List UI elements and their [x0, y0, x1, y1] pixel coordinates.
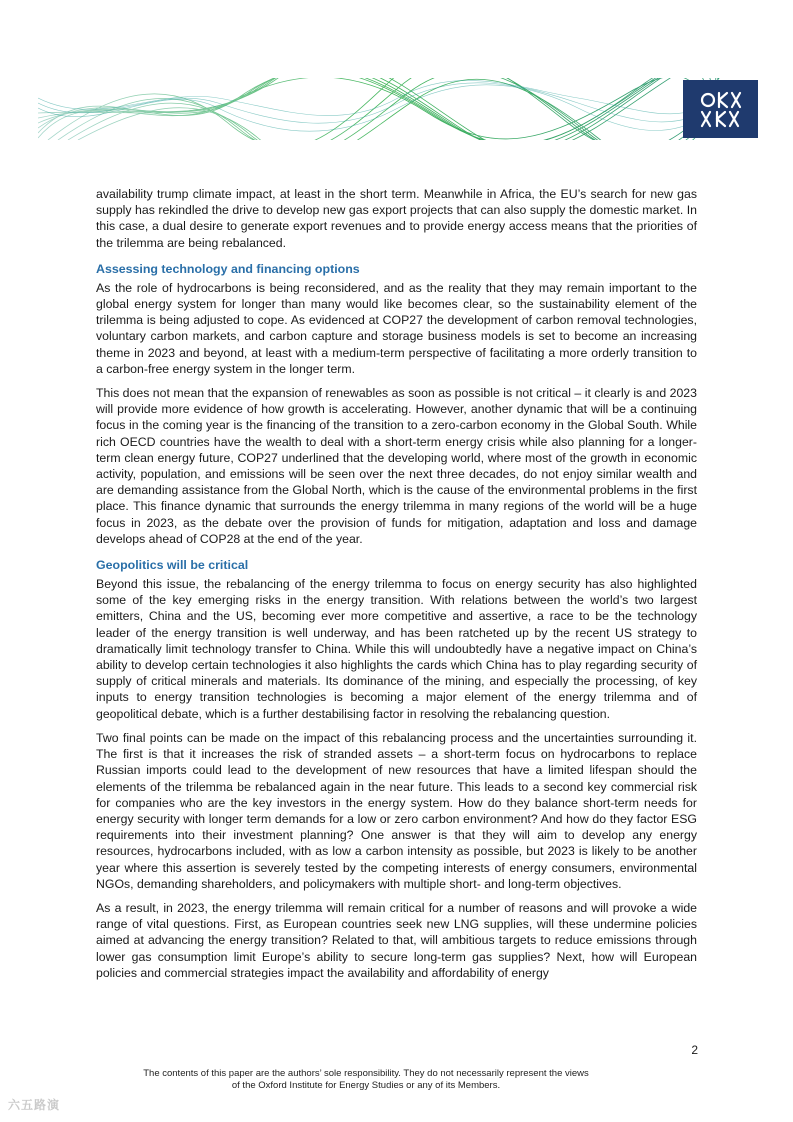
paragraph: This does not mean that the expansion of renewables as soon as possible is not critical – it clearly is and 2023 will provide more evidence of how growth is accelerating. However, another dynamic that will be a continuing focus in the coming year is the financing of the transition to a zero-carbon economy in the Global South. While rich OECD countries have the wealth to deal with a short-term energy crisis while also planning for a longer-term clean energy future, COP27 underlined that the developing world, where most of the growth in economic activity, population, and emissions will be seen over the next three decades, do not enjoy similar wealth and are demanding assistance from the Global North, which is the cause of the environmental problems in the first place. This finance dynamic that surrounds the energy trilemma in many regions of the world will be a huge focus in 2023, as the debate over the provision of funds for mitigation, adaptation and loss and damage develops ahead of COP28 at the end of the year. [96, 386, 697, 546]
page-number: 2 [691, 1043, 698, 1057]
paragraph: availability trump climate impact, at least in the short term. Meanwhile in Africa, the EU’s search for new gas supply has rekindled the drive to develop new gas export projects that can also supply the domestic market. In this case, a dual desire to generate export revenues and to provide energy access means that the priorities of the trilemma are being rebalanced. [96, 187, 697, 250]
footer-line: The contents of this paper are the authors’ sole responsibility. They do not necessarily represent the views [143, 1068, 589, 1079]
paragraph: As the role of hydrocarbons is being reconsidered, and as the reality that they may remain important to the global energy system for longer than many would like becomes clear, so the sustainability element of the trilemma is being adjusted to cope. As evidenced at COP27 the development of carbon removal technologies, voluntary carbon markets, and carbon capture and storage business models is set to become an increasing theme in 2023 and beyond, at least with a medium-term perspective of facilitating a more orderly transition to a carbon-free energy system in the longer term. [96, 280, 697, 376]
oxford-institute-logo [683, 80, 758, 138]
watermark: 六五路演 [8, 1098, 61, 1112]
footer-disclaimer [96, 1068, 636, 1092]
footer-line: of the Oxford Institute for Energy Studies or any of its Members. [231, 1080, 501, 1091]
paragraph: Beyond this issue, the rebalancing of the energy trilemma to focus on energy security has also highlighted some of the key emerging risks in the energy transition. With relations between the world’s two largest emitters, China and the US, becoming ever more competitive and assertive, a race to be the technology leader of the energy transition is well underway, and has been ratcheted up by the recent US strategy to dramatically limit technology transfer to China. While this will undoubtedly have a negative impact on China’s ability to develop certain technologies it also highlights the cards which China has to play regarding security of supply of critical minerals and materials. Its dominance of the mining, and especially the processing, of key inputs to energy transition technologies is becoming a major element of the energy trilemma and of geopolitical debate, which is a further destabilising factor in resolving the rebalancing question. [96, 577, 697, 721]
section-heading: Assessing technology and financing options [96, 261, 360, 276]
green-wave-banner [38, 78, 758, 140]
article-body [96, 186, 697, 989]
paragraph: Two final points can be made on the impact of this rebalancing process and the uncertainties surrounding it. The first is that it increases the risk of stranded assets – a short-term focus on hydrocarbons to replace Russian imports could lead to the development of new resources that have a limited lifespan should the elements of the trilemma be rebalanced again in the near future. This leads to a second key commercial risk for companies who are the key investors in the energy system. How do they balance short-term needs for energy security with longer term demands for a low or zero carbon environment? And how do they factor ESG requirements into their investment planning? One answer is that they will aim to develop any energy resources, hydrocarbons included, with as low a carbon intensity as possible, but 2023 is likely to be another year where this assertion is severely tested by the competing interests of energy consumers, environmental NGOs, demanding shareholders, and policymakers with multiple short- and long-term objectives. [96, 730, 697, 891]
section-heading: Geopolitics will be critical [96, 558, 249, 573]
paragraph: As a result, in 2023, the energy trilemma will remain critical for a number of reasons and will provoke a wide range of vital questions. First, as European countries seek new LNG supplies, will these undermine policies aimed at advancing the energy transition? Related to that, will ambitious targets to reduce emissions through lower gas consumption limit Europe’s ability to secure long-term gas supplies? Next, how will European policies and commercial strategies impact the availability and affordability of energy [96, 900, 697, 980]
logo-icon [698, 89, 744, 129]
